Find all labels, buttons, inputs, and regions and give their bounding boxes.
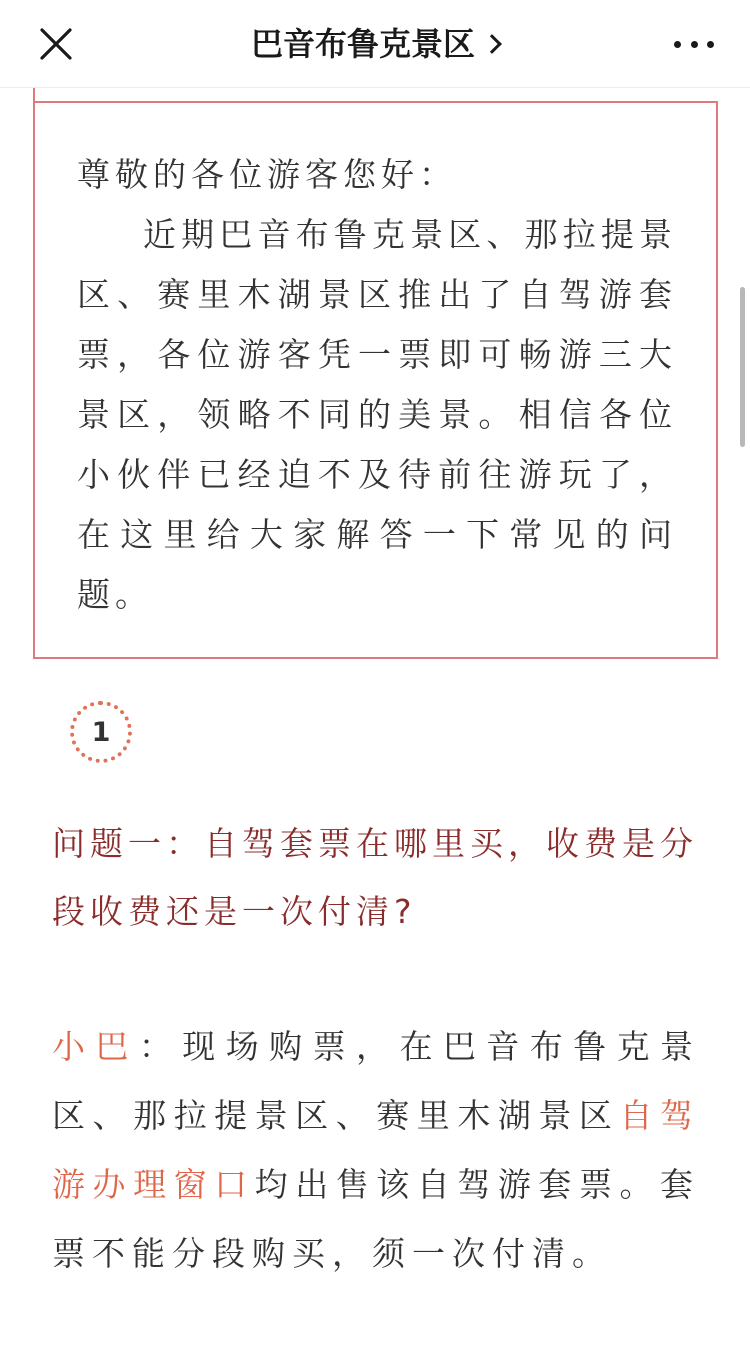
account-title-link[interactable] xyxy=(251,22,499,66)
more-dot xyxy=(707,41,714,48)
section-number: 1 xyxy=(91,716,111,748)
close-icon[interactable] xyxy=(38,26,74,62)
more-dot xyxy=(691,41,698,48)
more-options-icon[interactable] xyxy=(674,38,714,50)
notice-greeting: 尊敬的各位游客您好： xyxy=(77,155,457,194)
notice-text xyxy=(77,145,677,625)
question-body: 自驾套票在哪里买，收费是分段收费还是一次付清? xyxy=(52,824,698,931)
notice-body: 近期巴音布鲁克景区、那拉提景区、赛里木湖景区推出了自驾游套票，各位游客凭一票即可畅游三大景区，领略不同的美景。相信各位小伙伴已经迫不及待前往游玩了，在这里给大家解答一下常见的问题。 xyxy=(77,215,677,614)
question-text xyxy=(52,810,700,946)
scrollbar[interactable] xyxy=(740,287,745,447)
question-prefix: 问题一： xyxy=(52,824,204,863)
answer-text xyxy=(52,1012,700,1288)
section-number-badge xyxy=(70,701,132,763)
more-dot xyxy=(674,41,681,48)
top-navigation-bar xyxy=(0,0,750,88)
page-title-container xyxy=(0,22,750,66)
answer-part-1: 现场购票，在巴音布鲁克景区、那拉提景区、赛里木湖景区 xyxy=(52,1027,701,1135)
answer-label: 小巴 xyxy=(52,1027,139,1066)
chevron-right-icon xyxy=(482,34,502,54)
page-title: 巴音布鲁克景区 xyxy=(250,25,475,63)
answer-highlight: 自驾游办理窗口 xyxy=(52,1096,701,1204)
notice-box xyxy=(33,101,718,659)
answer-part-2: 均出售该自驾游套票。套票不能分段购买，须一次付清。 xyxy=(52,1165,701,1273)
answer-colon: ： xyxy=(138,1027,183,1066)
